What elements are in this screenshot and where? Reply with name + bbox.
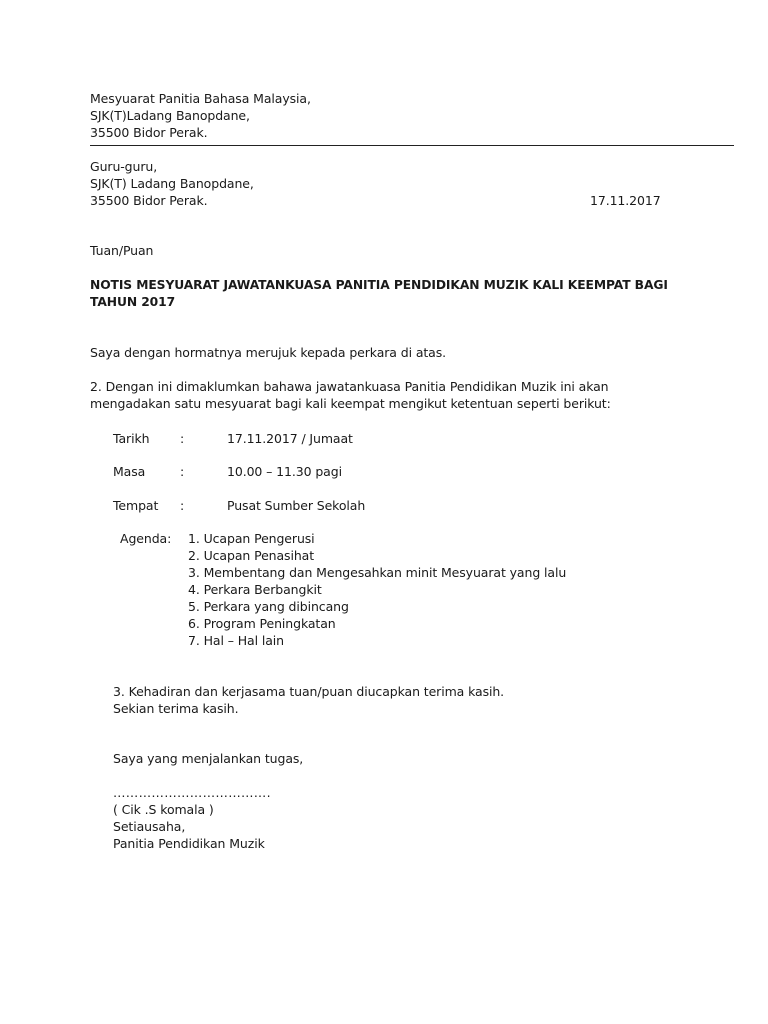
recipient-line-2: SJK(T) Ladang Banopdane, <box>90 176 254 191</box>
salutation: Tuan/Puan <box>90 243 154 258</box>
agenda-item: 3. Membentang dan Mengesahkan minit Mesyuarat yang lalu <box>188 565 567 580</box>
sender-line-3: 35500 Bidor Perak. <box>90 125 208 140</box>
detail-label-masa: Masa <box>113 464 146 479</box>
agenda-item: 7. Hal – Hal lain <box>188 633 284 648</box>
paragraph-3-line-1: 3. Kehadiran dan kerjasama tuan/puan diucapkan terima kasih. <box>113 684 505 699</box>
detail-label-tarikh: Tarikh <box>113 431 150 446</box>
sender-line-2: SJK(T)Ladang Banopdane, <box>90 108 250 123</box>
detail-separator: : <box>180 464 185 479</box>
notice-title-line-2: TAHUN 2017 <box>90 295 176 309</box>
signature-dots: ………………………………. <box>113 785 271 800</box>
agenda-item: 6. Program Peningkatan <box>188 616 336 631</box>
paragraph-2-line-2: mengadakan satu mesyuarat bagi kali keempat mengikut ketentuan seperti berikut: <box>90 396 611 411</box>
agenda-item: 5. Perkara yang dibincang <box>188 599 349 614</box>
detail-value-tempat: Pusat Sumber Sekolah <box>227 498 366 513</box>
signatory-organization: Panitia Pendidikan Muzik <box>113 836 265 851</box>
recipient-line-1: Guru-guru, <box>90 159 158 174</box>
notice-title-line-1: NOTIS MESYUARAT JAWATANKUASA PANITIA PENDIDIKAN MUZIK KALI KEEMPAT BAGI <box>90 278 668 292</box>
detail-value-tarikh: 17.11.2017 / Jumaat <box>227 431 353 446</box>
detail-value-masa: 10.00 – 11.30 pagi <box>227 464 342 479</box>
agenda-item: 1. Ucapan Pengerusi <box>188 531 315 546</box>
sender-line-1: Mesyuarat Panitia Bahasa Malaysia, <box>90 91 311 106</box>
paragraph-2-line-1: 2. Dengan ini dimaklumkan bahawa jawatankuasa Panitia Pendidikan Muzik ini akan <box>90 379 609 394</box>
header-divider <box>90 145 734 146</box>
signatory-name: ( Cik .S komala ) <box>113 802 214 817</box>
signatory-position: Setiausaha, <box>113 819 186 834</box>
detail-separator: : <box>180 431 185 446</box>
letter-date: 17.11.2017 <box>590 193 661 208</box>
paragraph-3-line-2: Sekian terima kasih. <box>113 701 239 716</box>
paragraph-1: Saya dengan hormatnya merujuk kepada perkara di atas. <box>90 345 447 360</box>
agenda-item: 4. Perkara Berbangkit <box>188 582 322 597</box>
agenda-item: 2. Ucapan Penasihat <box>188 548 315 563</box>
closing-line: Saya yang menjalankan tugas, <box>113 751 304 766</box>
detail-label-tempat: Tempat <box>113 498 159 513</box>
recipient-line-3: 35500 Bidor Perak. <box>90 193 208 208</box>
agenda-label: Agenda: <box>120 531 172 546</box>
detail-separator: : <box>180 498 185 513</box>
